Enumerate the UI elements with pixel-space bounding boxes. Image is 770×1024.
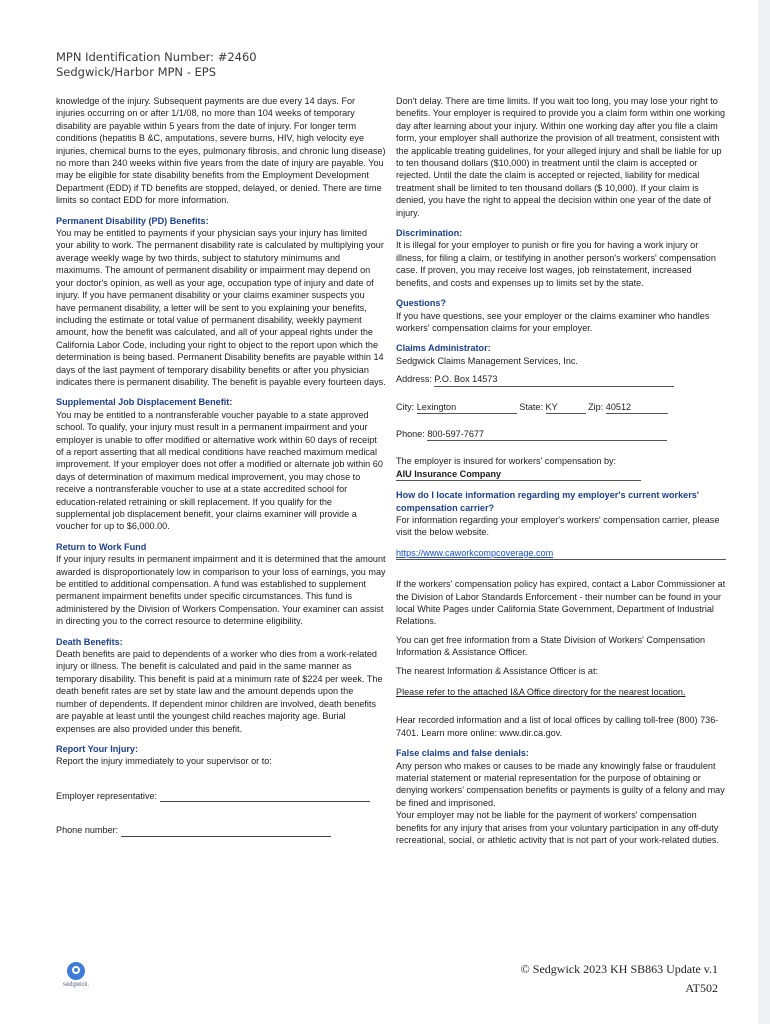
death-heading: Death Benefits: <box>56 636 123 647</box>
city-label: City: <box>396 401 415 412</box>
claims-admin-heading: Claims Administrator: <box>396 343 491 354</box>
city-field <box>417 401 517 414</box>
td-continuation-text: knowledge of the injury. Subsequent payments are due every 14 days. For injuries occurring on or after 1/1/08, no more than 104 weeks of temporary disability are payable within 5 years from the date of injury. For longer term conditions (hepatitis B &C, amputations, severe burns, HIV, high velocity eye injuries, chemical burns to the eyes, pulmonary fibrosis, and chronic lung disease) no more than 240 weeks within five years from the date of injury are payable. You may be eligible for state disability benefits from the Employment Development Department (EDD) if TD benefits are stopped, delayed, or denied. There are time limits so contact EDD for more information. <box>56 96 386 206</box>
address-label: Address: <box>396 374 432 385</box>
insurer-name: AIU Insurance Company <box>396 468 502 479</box>
address-row <box>396 373 726 386</box>
discrimination-heading: Discrimination: <box>396 228 463 239</box>
carrier-link-row <box>396 547 726 560</box>
sedgwick-logo <box>56 962 96 988</box>
admin-phone-row <box>396 428 726 441</box>
report-text: Report the injury immediately to your supervisor or to: <box>56 756 272 767</box>
claims-admin-name: Sedgwick Claims Management Services, Inc. <box>396 355 578 366</box>
zip-label: Zip: <box>588 401 604 412</box>
pd-heading: Permanent Disability (PD) Benefits: <box>56 215 209 226</box>
form-code: AT502 <box>685 981 718 995</box>
city-value: Lexington <box>416 401 457 412</box>
discrimination-text: It is illegal for your employer to punish or fire you for having a work injury or illness, for filing a claim, or testifying in another person's workers' compensation case. If proven, you may receive lost wages, job reinstatement, increased benefits, and costs and expenses up to limits set by the state. <box>396 240 716 288</box>
questions-heading: Questions? <box>396 298 447 309</box>
footer <box>521 960 718 998</box>
pd-text: You may be entitled to payments if your physician says your injury has limited your ability to work. The permanent disability rate is calculated by multiplying your average weekly wage by two thirds, subject to statutory minimums and maximums. The amount of permanent disability or impairment may depend on your doctor's opinion, as well as your age, occupation type of injury and date of injury. If you have permanent disability or your claims examiner suspects you have permanent disability, a letter will be sent to you explaining your benefits, including the estimate or total value of permanent disability, weekly payment amount, how the benefit was calculated, and all of your appeal rights under the California Labor Code, including your right to object to the report upon which the determination is being based. Permanent Disability benefits are payable within 14 days of the last payment of temporary disability benefits or after you physician indicates there is permanent disability. The benefit is payable every fourteen days. <box>56 228 386 387</box>
insurer-field <box>396 468 641 481</box>
expired-policy-text: If the workers' compensation policy has expired, contact a Labor Commissioner at the Division of Labor Standards Enforcement - their number can be found in your local White Pages under California State Government, Department of Industrial Relations. <box>396 579 726 627</box>
zip-field <box>606 401 668 414</box>
mpn-identification: MPN Identification Number: #2460 <box>56 50 257 64</box>
state-label: State: <box>519 401 544 412</box>
nearest-officer-text: The nearest Information & Assistance Officer is at: <box>396 665 599 676</box>
employer-rep-row <box>56 790 386 802</box>
false-claims-heading: False claims and false denials: <box>396 748 529 759</box>
document-header <box>56 50 257 80</box>
free-info-text: You can get free information from a State Division of Workers' Compensation Information & Assistance Officer. <box>396 634 706 658</box>
phone-row <box>56 824 386 836</box>
insured-text: The employer is insured for workers' compensation by: <box>396 456 617 467</box>
address-field <box>434 373 674 386</box>
time-limits-text: Don't delay. There are time limits. If you wait too long, you may lose your right to benefits. Your employer is required to provide you a claim form within one working day after learning about your injury. Within one working day after you file a claim form, your employer shall authorize the provision of all treatment, consistent with the applicable treating guidelines, for your alleged injury and shall be liable for up to ten thousand dollars ($10,000) in treatment until the claim is accepted or rejected. Until the date the claim is accepted or rejected, liability for medical treatment shall be limited to ten thousand dollars ($ 10,000). If your claim is denied, you have the right to appeal the decision within one year of the date of injury. <box>396 96 726 218</box>
employer-rep-label: Employer representative: <box>56 790 158 801</box>
questions-text: If you have questions, see your employer or the claims examiner who handles workers' compensation claims for your employer. <box>396 310 710 333</box>
rtw-heading: Return to Work Fund <box>56 541 147 552</box>
network-name: Sedgwick/Harbor MPN - EPS <box>56 65 216 79</box>
right-column <box>396 95 726 847</box>
copyright-line: © Sedgwick 2023 KH SB863 Update v.1 <box>520 962 718 976</box>
sjdb-text: You may be entitled to a nontransferable voucher payable to a state approved school. To qualify, your injury must result in a permanent impairment and your employer is unable to offer modified or alternative work within 60 days of receipt of a report asserting that all medical conditions have reached maximum medical improvement. If your employer does not offer a modified or alternate job within 60 days of determination of maximum medical improvement, you may chose to receive a nontransferable voucher to use at a state accredited school for education-related retraining or skill replacement. If you qualify for the supplemental job displacement benefit, your claims examiner will provide a voucher for up to $6,000.00. <box>56 409 383 532</box>
state-value: KY <box>545 401 558 412</box>
ia-directory-text: Please refer to the attached I&A Office directory for the nearest location. <box>396 687 686 698</box>
admin-phone-field <box>427 428 667 441</box>
employer-rep-field[interactable] <box>160 791 370 802</box>
phone-field[interactable] <box>121 826 331 837</box>
sedgwick-logo-icon <box>67 962 85 980</box>
admin-phone-label: Phone: <box>396 428 425 439</box>
state-field <box>546 401 586 414</box>
sjdb-heading: Supplemental Job Displacement Benefit: <box>56 397 233 408</box>
locate-carrier-text: For information regarding your employer's workers' compensation carrier, please visit the below website. <box>396 514 720 538</box>
left-column <box>56 95 386 837</box>
report-heading: Report Your Injury: <box>56 743 139 754</box>
employer-liability-text: Your employer may not be liable for the payment of workers' compensation benefits for any injury that arises from your voluntary participation in any off-duty recreational, social, or athletic activity that is not part of your work-related duties. <box>396 810 719 846</box>
city-state-zip-row <box>396 401 726 414</box>
address-value: P.O. Box 14573 <box>434 374 498 385</box>
carrier-website-link[interactable]: https://www.caworkcompcoverage.com <box>396 547 554 558</box>
rtw-text: If your injury results in permanent impairment and it is determined that the amount awarded is disproportionately low in comparison to your loss of earnings, you may be entitled to additional compensation. A fund was established to supplement permanent impairment benefits under specific circumstances. This fund is administered by the Division of Workers Compensation. Your examiner can assist in directing you to the correct resource to determine eligibility. <box>56 554 386 627</box>
page-edge-strip <box>758 0 770 1024</box>
locate-carrier-heading: How do I locate information regarding my employer's current workers' compensation carrier? <box>396 490 699 513</box>
death-text: Death benefits are paid to dependents of a worker who dies from a work-related injury or illness. The benefit is calculated and paid in the same manner as temporary disability. This benefit is paid at a minimum rate of $224 per week. The death benefit rates are set by state law and the amount depends upon the number of dependents. If dependent minor children are involved, death benefits are payable at least until the youngest child reaches majority age. Burial expenses are also provided under this benefit. <box>56 649 383 734</box>
logo-wordmark: sedgwick. <box>62 982 90 988</box>
false-claims-text: Any person who makes or causes to be made any knowingly false or fraudulent material statement or material representation for the purpose of obtaining or denying workers' compensation benefits or payments is guilty of a felony and may be fined and imprisoned. <box>396 760 725 808</box>
insurer-row <box>396 468 726 481</box>
recorded-info-text: Hear recorded information and a list of local offices by calling toll-free (800) 736-7401. Learn more online: www.dir.ca.gov. <box>396 715 719 738</box>
admin-phone-value: 800-597-7677 <box>427 428 484 439</box>
phone-label: Phone number: <box>56 825 119 836</box>
zip-value: 40512 <box>605 401 632 412</box>
